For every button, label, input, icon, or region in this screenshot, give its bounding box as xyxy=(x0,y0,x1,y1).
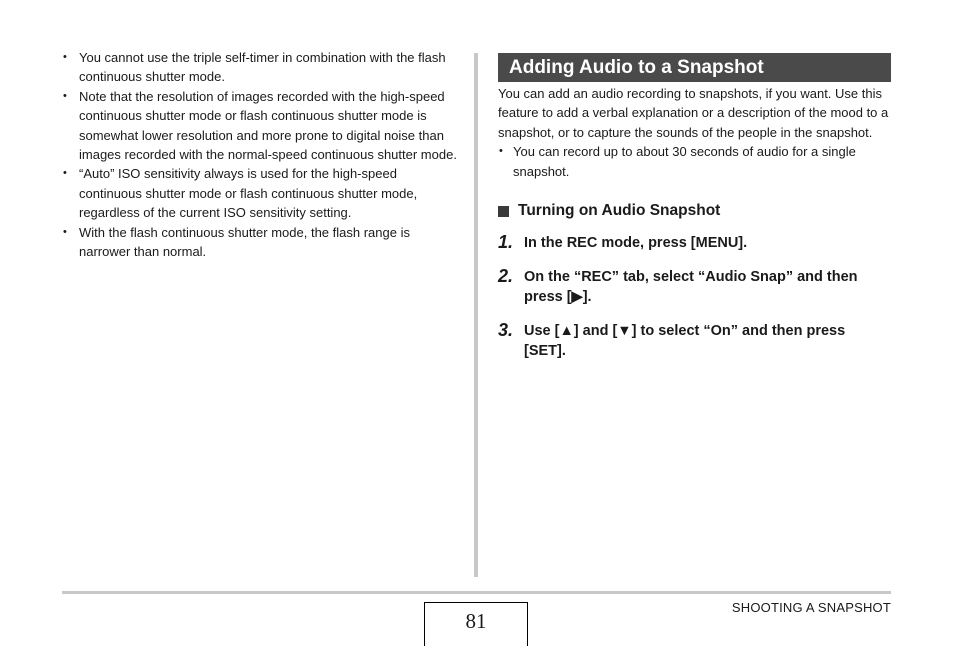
column-divider xyxy=(474,53,478,577)
section-notes xyxy=(498,142,891,181)
bullet-icon: • xyxy=(499,145,503,158)
bullet-icon: • xyxy=(63,89,67,102)
step-item xyxy=(498,267,891,307)
section-intro: You can add an audio recording to snapshots, if you want. Use this feature to add a verbal explanation or a description of the mood to a snapshot, or to capture the sounds of the people in the snapshot. xyxy=(498,86,889,140)
bullet-icon: • xyxy=(63,51,67,63)
bullet-icon: • xyxy=(63,167,67,180)
right-column xyxy=(498,53,891,375)
list-item xyxy=(62,164,462,222)
note-text: You can record up to about 30 seconds of audio for a single snapshot. xyxy=(513,144,856,179)
note-text: You cannot use the triple self-timer in combination with the flash continuous shutter mode. xyxy=(79,50,446,85)
step-text: On the “REC” tab, select “Audio Snap” and then press [▶]. xyxy=(524,269,858,306)
list-item xyxy=(62,223,462,262)
left-column xyxy=(62,48,462,261)
step-number: 2. xyxy=(498,266,514,287)
section-title: Adding Audio to a Snapshot xyxy=(498,53,891,82)
notes-list xyxy=(62,48,462,261)
step-item xyxy=(498,233,891,253)
step-text: In the REC mode, press [MENU]. xyxy=(524,235,748,252)
subheading xyxy=(498,201,891,221)
steps-list xyxy=(498,233,891,361)
step-number: 3. xyxy=(498,320,514,341)
subheading-text: Turning on Audio Snapshot xyxy=(518,202,721,220)
page-number: 81 xyxy=(424,602,528,646)
list-item xyxy=(62,48,462,87)
bullet-icon: • xyxy=(63,225,67,238)
list-item xyxy=(498,142,891,181)
note-text: “Auto” ISO sensitivity always is used for the high-speed continuous shutter mode or flash continuous shutter mode, regardless of the current ISO sensitivity setting. xyxy=(79,166,418,221)
footer-section-label: SHOOTING A SNAPSHOT xyxy=(731,600,891,615)
step-text: Use [▲] and [▼] to select “On” and then press [SET]. xyxy=(524,323,846,360)
footer-rule xyxy=(62,591,891,594)
square-bullet-icon xyxy=(498,206,509,217)
list-item xyxy=(62,87,462,165)
step-number: 1. xyxy=(498,232,514,253)
note-text: Note that the resolution of images recorded with the high-speed continuous shutter mode or flash continuous shutter mode is somewhat lower resolution and more prone to digital noise than images recorded with the normal-speed continuous shutter mode. xyxy=(79,88,457,163)
note-text: With the flash continuous shutter mode, the flash range is narrower than normal. xyxy=(79,224,410,260)
step-item xyxy=(498,321,891,361)
